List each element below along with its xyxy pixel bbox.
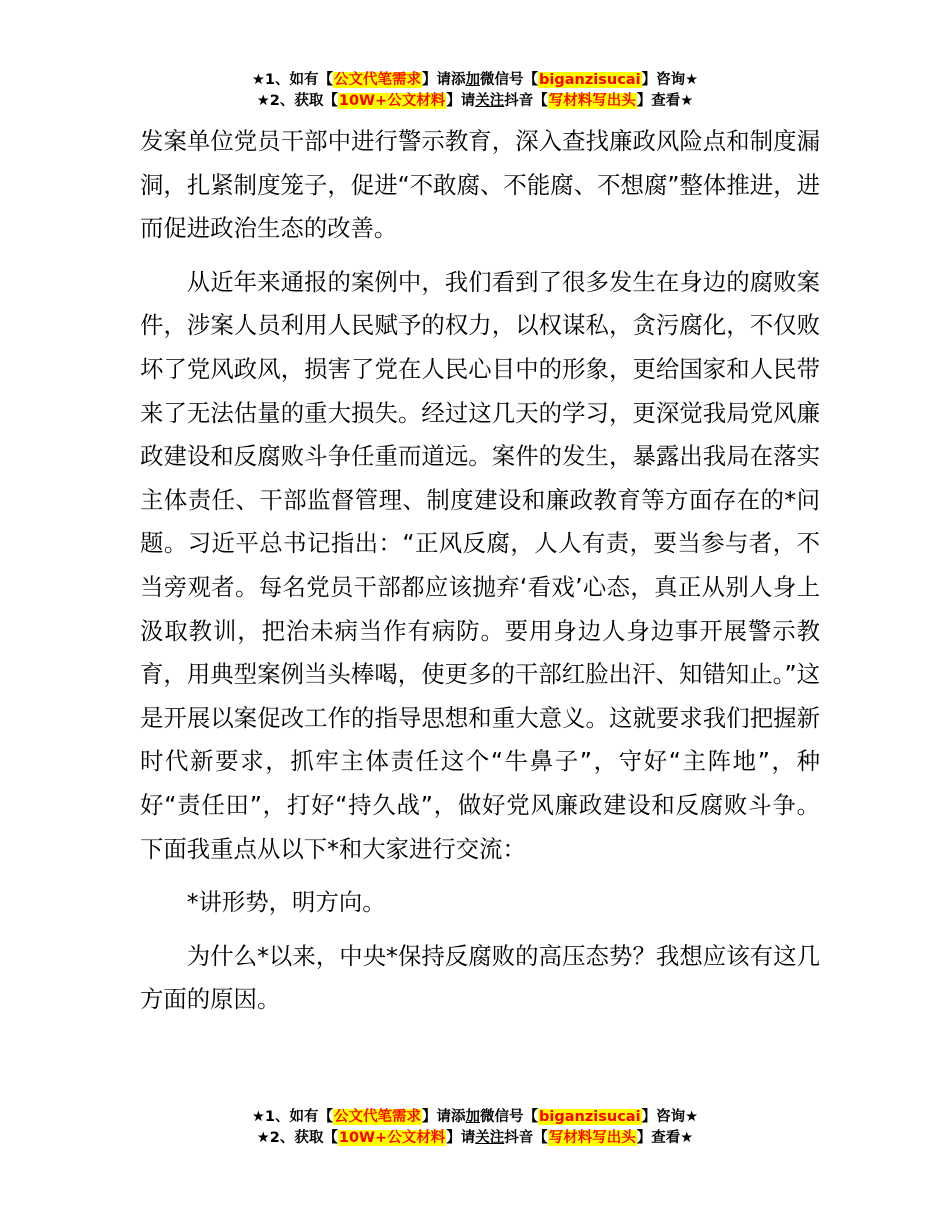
header-banner (0, 70, 950, 112)
banner-line-1 (0, 1107, 950, 1128)
banner-highlight-materials: 10W+公文材料 (338, 93, 446, 109)
banner-text: 】请 (446, 93, 476, 109)
banner-highlight-materials: 10W+公文材料 (338, 1130, 446, 1146)
banner-highlight-wechat-id: biganzisucai (539, 1109, 641, 1125)
banner-highlight-service: 公文代笔需求 (334, 72, 422, 88)
banner-text: 】请 (446, 1130, 476, 1146)
banner-line-2 (0, 91, 950, 112)
banner-underlined-text: 加 (465, 72, 481, 88)
banner-text: 微信号【 (480, 1109, 539, 1125)
footer-banner (0, 1107, 950, 1149)
banner-text: 】咨询★ (641, 1109, 699, 1125)
banner-highlight-douyin: 写材料写出头 (548, 93, 636, 109)
banner-text: 】咨询★ (641, 72, 699, 88)
paragraph-question: 为什么*以来，中央*保持反腐败的高压态势？我想应该有这几方面的原因。 (140, 941, 820, 1014)
banner-highlight-wechat-id: biganzisucai (539, 72, 641, 88)
banner-text: ★1、如有【 (251, 72, 334, 88)
banner-underlined-text: 加 (465, 1109, 481, 1125)
paragraph-heading-situation: *讲形势，明方向。 (186, 888, 386, 917)
paragraph-cases: 从近年来通报的案例中，我们看到了很多发生在身边的腐败案件，涉案人员利用人民赋予的权力，以权谋私，贪污腐化，不仅败坏了党风政风，损害了党在人民心目中的形象，更给国家和人民带来了无法估量的重大损失。经过这几天的学习，更深觉我局党风廉政建设和反腐败斗争任重而道远。案件的发生，暴露出我局在落实主体责任、干部监督管理、制度建设和廉政教育等方面存在的*问题。习近平总书记指出：“正风反腐，人人有责，要当参与者，不当旁观者。每名党员干部都应该抛弃‘看戏’心态，真正从别人身上汲取教训，把治未病当作有病防。要用身边人身边事开展警示教育，用典型案例当头棒喝，使更多的干部红脸出汗、知错知止。”这是开展以案促改工作的指导思想和重大意义。这就要求我们把握新时代新要求，抓牢主体责任这个“牛鼻子”，守好“主阵地”，种好“责任田”，打好“持久战”，做好党风廉政建设和反腐败斗争。下面我重点从以下*和大家进行交流： (140, 267, 820, 863)
banner-text: ★2、获取【 (256, 93, 338, 109)
document-body (140, 120, 820, 1022)
banner-text: 抖音【 (504, 93, 548, 109)
banner-underlined-text: 关注 (475, 93, 505, 109)
banner-text: ★2、获取【 (256, 1130, 338, 1146)
banner-text: 】请添 (422, 1109, 466, 1125)
banner-line-2 (0, 1128, 950, 1149)
banner-underlined-text: 关注 (475, 1130, 505, 1146)
banner-highlight-service: 公文代笔需求 (334, 1109, 422, 1125)
paragraph-continuation: 发案单位党员干部中进行警示教育，深入查找廉政风险点和制度漏洞，扎紧制度笼子，促进“不敢腐、不能腐、不想腐”整体推进，进而促进政治生态的改善。 (140, 127, 820, 243)
banner-text: 】查看★ (636, 93, 694, 109)
banner-text: 抖音【 (504, 1130, 548, 1146)
banner-text: 】查看★ (636, 1130, 694, 1146)
banner-text: 】请添 (422, 72, 466, 88)
banner-highlight-douyin: 写材料写出头 (548, 1130, 636, 1146)
banner-line-1 (0, 70, 950, 91)
banner-text: 微信号【 (480, 72, 539, 88)
banner-text: ★1、如有【 (251, 1109, 334, 1125)
